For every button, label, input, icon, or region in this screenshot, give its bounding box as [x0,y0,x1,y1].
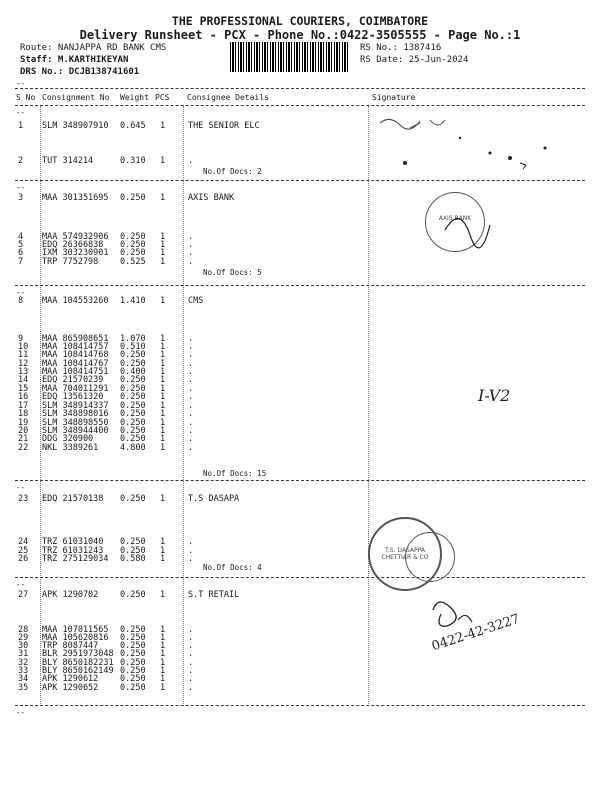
cell-weight: 0.250 [120,641,146,651]
cell-pcs: 1 [160,649,166,659]
rs-date: RS Date: 25-Jun-2024 [360,55,469,65]
cell-consignee: . [188,625,194,635]
cell-consignment: TRZ 61031040 [42,537,104,547]
cell-consignment: SLM 348944400 [42,426,109,436]
drs-label: DRS No.: DCJB138741601 [20,67,140,77]
cell-consignment: MAA 574932906 [42,232,109,242]
cell-consignee: . [188,350,194,360]
cell-weight: 0.310 [120,156,146,166]
cell-consignment: EDQ 21570239 [42,375,104,385]
group-mark: -- [16,580,26,589]
cell-weight: 0.250 [120,666,146,676]
cell-weight: 0.250 [120,232,146,242]
cell-consignment: SLM 348898016 [42,409,109,419]
cell-sno: 27 [18,590,29,600]
cell-weight: 1.070 [120,334,146,344]
cell-sno: 30 [18,641,29,651]
cell-pcs: 1 [160,537,166,547]
cell-consignment: MAA 107011565 [42,625,109,635]
group-mark: -- [16,288,26,297]
cell-weight: 0.510 [120,342,146,352]
cell-weight: 0.525 [120,257,146,267]
cell-consignee: . [188,392,194,402]
signature-scribble-2 [440,200,500,250]
group-separator [15,705,585,706]
rs-number: RS No.: 1387416 [360,43,442,53]
cell-weight: 0.250 [120,537,146,547]
cell-weight: 0.250 [120,193,146,203]
group-separator [15,480,585,481]
cell-consignee: . [188,409,194,419]
cell-sno: 21 [18,434,29,444]
cell-weight: 0.250 [120,494,146,504]
cell-sno: 17 [18,401,29,411]
col-guide [183,106,184,706]
group-separator [15,180,585,181]
cell-sno: 32 [18,658,29,668]
cell-consignment: MAA 108414757 [42,342,109,352]
col-guide [368,106,369,706]
cell-consignment: MAA 108414768 [42,350,109,360]
cell-pcs: 1 [160,334,166,344]
cell-weight: 0.250 [120,546,146,556]
cell-pcs: 1 [160,641,166,651]
cell-consignee: . [188,443,194,453]
cell-pcs: 1 [160,193,166,203]
cell-sno: 9 [18,334,24,344]
cell-weight: 0.250 [120,434,146,444]
cell-sno: 28 [18,625,29,635]
cell-sno: 5 [18,240,24,250]
cell-sno: 26 [18,554,29,564]
cell-weight: 0.250 [120,359,146,369]
cell-weight: 0.645 [120,121,146,131]
cell-pcs: 1 [160,633,166,643]
col-weight: Weight [120,93,149,102]
cell-pcs: 1 [160,296,166,306]
cell-sno: 13 [18,367,29,377]
cell-weight: 0.250 [120,248,146,258]
cell-pcs: 1 [160,494,166,504]
cell-sno: 8 [18,296,24,306]
group-separator [15,577,585,578]
cell-consignee: CMS [188,296,204,306]
group-mark: -- [16,183,26,192]
cell-consignee: . [188,418,194,428]
cell-consignment: IXM 303230901 [42,248,109,258]
route-label: Route: NANJAPPA RD BANK CMS [20,43,167,53]
cell-weight: 0.250 [120,240,146,250]
cell-weight: 0.250 [120,590,146,600]
cell-weight: 0.250 [120,401,146,411]
cell-sno: 34 [18,674,29,684]
cell-sno: 25 [18,546,29,556]
cell-weight: 0.250 [120,409,146,419]
col-guide [40,106,41,706]
cell-sno: 33 [18,666,29,676]
cell-weight: 0.250 [120,683,146,693]
cell-sno: 12 [18,359,29,369]
col-consignee: Consignee Details [187,93,269,102]
cell-sno: 10 [18,342,29,352]
dasappa-stamp: T.S. DASAPPA CHETTIAR & CO [368,517,442,591]
doc-count: No.Of Docs: 4 [203,563,262,572]
cell-weight: 0.250 [120,658,146,668]
cell-sno: 11 [18,350,29,360]
cell-sno: 31 [18,649,29,659]
cell-sno: 29 [18,633,29,643]
cell-consignment: TRZ 275129034 [42,554,109,564]
cell-pcs: 1 [160,121,166,131]
cell-pcs: 1 [160,248,166,258]
cell-consignment: TRZ 61031243 [42,546,104,556]
cell-consignment: BLR 2951973048 [42,649,114,659]
cell-consignment: SLM 348907910 [42,121,109,131]
cell-consignment: MAA 865908651 [42,334,109,344]
cell-sno: 6 [18,248,24,258]
cell-weight: 0.400 [120,367,146,377]
cell-pcs: 1 [160,257,166,267]
cell-consignee: . [188,257,194,267]
cell-pcs: 1 [160,156,166,166]
cell-consignment: MAA 108414751 [42,367,109,377]
cell-sno: 16 [18,392,29,402]
cell-sno: 14 [18,375,29,385]
top-marks: -- [16,79,26,88]
cell-consignment: BLY 8650162149 [42,666,114,676]
cell-sno: 18 [18,409,29,419]
cell-pcs: 1 [160,590,166,600]
doc-count: No.Of Docs: 15 [203,469,267,478]
cell-weight: 0.250 [120,350,146,360]
cell-sno: 23 [18,494,29,504]
cell-sno: 24 [18,537,29,547]
cell-consignment: TRP 8087447 [42,641,99,651]
cell-pcs: 1 [160,546,166,556]
cell-pcs: 1 [160,418,166,428]
cell-weight: 0.250 [120,625,146,635]
dasappa-stamp-inner [405,532,455,582]
cell-consignee: . [188,666,194,676]
cell-consignee: . [188,426,194,436]
cell-pcs: 1 [160,392,166,402]
col-signature: Signature [372,93,416,102]
cell-weight: 0.250 [120,418,146,428]
cell-pcs: 1 [160,666,166,676]
cell-consignee: . [188,342,194,352]
cell-consignment: SLM 348898550 [42,418,109,428]
cell-pcs: 1 [160,240,166,250]
cell-consignment: DDG 320900 [42,434,94,444]
cell-pcs: 1 [160,375,166,385]
cell-sno: 20 [18,426,29,436]
cell-consignee: . [188,359,194,369]
doc-count: No.Of Docs: 2 [203,167,262,176]
barcode-image [230,42,350,72]
cell-pcs: 1 [160,342,166,352]
cell-sno: 7 [18,257,24,267]
runsheet-subtitle: Delivery Runsheet - PCX - Phone No.:0422-3505555 - Page No.:1 [79,28,521,42]
cell-consignment: MAA 301351695 [42,193,109,203]
cell-consignee: . [188,434,194,444]
col-pcs: PCS [155,93,170,102]
cell-consignment: MAA 104553260 [42,296,109,306]
header-rule-bottom [15,105,585,106]
axis-bank-stamp: AXIS BANK [425,192,485,252]
cell-consignee: . [188,367,194,377]
cell-weight: 0.250 [120,649,146,659]
cell-consignee: AXIS BANK [188,193,235,203]
cell-pcs: 1 [160,232,166,242]
cell-consignment: SLM 348914337 [42,401,109,411]
cell-pcs: 1 [160,350,166,360]
col-sno: S No [16,93,36,102]
company-title: THE PROFESSIONAL COURIERS, COIMBATORE [171,14,429,28]
cell-pcs: 1 [160,683,166,693]
group-separator [15,285,585,286]
cell-sno: 35 [18,683,29,693]
cell-weight: 0.250 [120,375,146,385]
cell-weight: 4.800 [120,443,146,453]
cell-pcs: 1 [160,401,166,411]
cell-consignee: . [188,240,194,250]
cell-consignment: NKL 3389261 [42,443,99,453]
cell-consignment: EDQ 13561320 [42,392,104,402]
cell-sno: 1 [18,121,24,131]
cell-pcs: 1 [160,674,166,684]
cell-weight: 0.580 [120,554,146,564]
cell-consignee: . [188,384,194,394]
handwritten-phone: 0422-42-3227 [430,611,522,655]
cell-weight: 0.250 [120,392,146,402]
cell-sno: 19 [18,418,29,428]
cell-consignee: . [188,674,194,684]
group-mark: -- [16,708,26,717]
group-mark: -- [16,483,26,492]
staff-label: Staff: M.KARTHIKEYAN [20,55,129,65]
cell-pcs: 1 [160,384,166,394]
signature-scribble-1 [370,108,570,178]
cell-consignee: . [188,401,194,411]
cell-consignment: APK 1290702 [42,590,99,600]
signature-handwritten: I-V2 [478,386,511,405]
cell-pcs: 1 [160,359,166,369]
cell-weight: 0.250 [120,674,146,684]
cell-consignee: . [188,641,194,651]
cell-consignment: APK 1290652 [42,683,99,693]
cell-sno: 4 [18,232,24,242]
cell-consignee: THE SENIOR ELC [188,121,260,131]
cell-consignee: . [188,554,194,564]
cell-consignee: . [188,546,194,556]
cell-consignment: MAA 108414767 [42,359,109,369]
cell-weight: 0.250 [120,426,146,436]
cell-consignee: . [188,375,194,385]
cell-sno: 22 [18,443,29,453]
cell-weight: 0.250 [120,384,146,394]
cell-consignee: S.T RETAIL [188,590,240,600]
cell-consignment: EDQ 26366838 [42,240,104,250]
cell-sno: 15 [18,384,29,394]
cell-pcs: 1 [160,554,166,564]
cell-pcs: 1 [160,409,166,419]
cell-consignment: TRP 7752798 [42,257,99,267]
cell-consignee: . [188,537,194,547]
cell-consignment: BLY 8650182231 [42,658,114,668]
cell-consignee: . [188,658,194,668]
cell-consignment: MAA 704011291 [42,384,109,394]
cell-pcs: 1 [160,426,166,436]
cell-consignment: APK 1290612 [42,674,99,684]
cell-sno: 2 [18,156,24,166]
cell-weight: 1.410 [120,296,146,306]
cell-consignee: . [188,334,194,344]
cell-consignee: . [188,649,194,659]
header-rule-top [15,88,585,89]
cell-consignment: TUT 314214 [42,156,94,166]
cell-consignee: . [188,232,194,242]
cell-pcs: 1 [160,434,166,444]
cell-consignee: T.S DASAPA [188,494,240,504]
cell-pcs: 1 [160,367,166,377]
cell-consignee: . [188,248,194,258]
cell-consignee: . [188,156,194,166]
cell-consignment: EDQ 21570138 [42,494,104,504]
cell-pcs: 1 [160,658,166,668]
cell-pcs: 1 [160,625,166,635]
cell-pcs: 1 [160,443,166,453]
group-mark: -- [16,108,26,117]
col-consignment: Consignment No [42,93,110,102]
cell-weight: 0.250 [120,633,146,643]
cell-sno: 3 [18,193,24,203]
doc-count: No.Of Docs: 5 [203,268,262,277]
cell-consignee: . [188,683,194,693]
cell-consignment: MAA 105620816 [42,633,109,643]
cell-consignee: . [188,633,194,643]
